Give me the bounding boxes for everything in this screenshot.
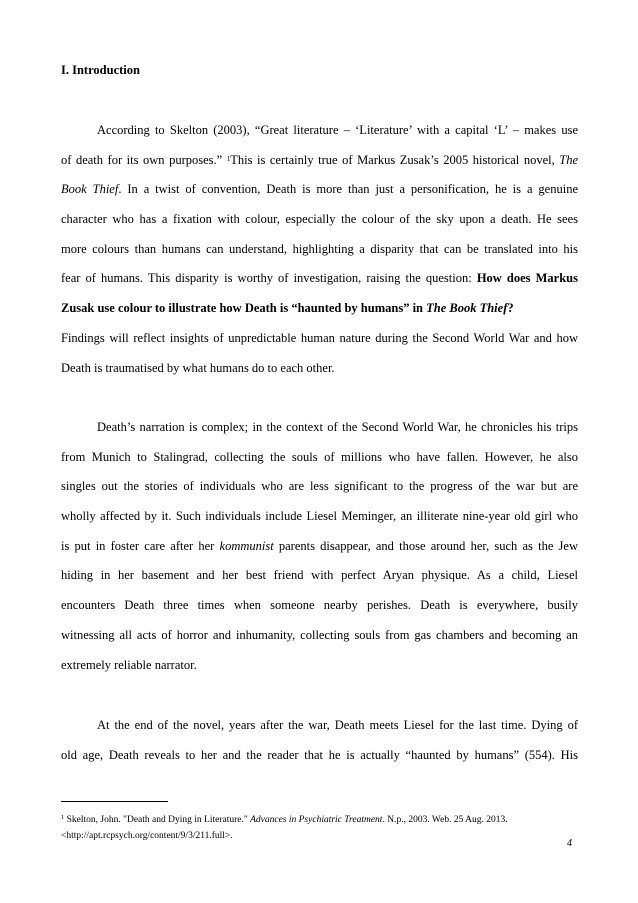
text-span: At the end of the novel, years after the war, Death meets Liesel for the last time. Dying of [97, 718, 578, 732]
text-line [61, 354, 578, 384]
research-question: ? [507, 301, 514, 316]
text-span: is put in foster care after her [61, 538, 220, 553]
text-span: parents disappear, and those around her, such as the Jew [273, 538, 578, 553]
journal-title: Advances in Psychiatric Treatment [250, 815, 383, 825]
text-span: from Munich to Stalingrad, collecting the souls of millions who have fallen. However, he also [61, 449, 578, 464]
text-span: old age, Death reveals to her and the reader that he is actually “haunted by humans” (554). His [61, 747, 578, 762]
text-span: Death’s narration is complex; in the context of the Second World War, he chronicles his trips [97, 420, 578, 434]
research-question: How does Markus [476, 271, 578, 286]
text-span: extremely reliable narrator. [61, 657, 197, 672]
text-span: fear of humans. This disparity is worthy of investigation, raising the question: [61, 271, 477, 286]
book-title: Book Thief [61, 182, 119, 197]
paragraph-ending [61, 711, 578, 770]
text-span: . N.p., 2003. Web. 25 Aug. 2013. [382, 815, 508, 825]
text-span: witnessing all acts of horror and inhumanity, collecting souls from gas chambers and becoming an [61, 627, 578, 642]
text-line [61, 532, 578, 562]
footnote-line [61, 812, 581, 828]
text-line [61, 443, 578, 473]
text-span: Findings will reflect insights of unpredictable human nature during the Second World War and how [61, 330, 578, 345]
text-span: wholly affected by it. Such individuals include Liesel Meminger, an illiterate nine-year old girl who [61, 509, 578, 524]
text-span: singles out the stories of individuals who are less significant to the progress of the war but are [61, 479, 578, 494]
text-line [61, 294, 578, 324]
text-line [61, 591, 578, 621]
text-span: This is certainly true of Markus Zusak’s 2005 historical novel, [230, 152, 560, 167]
text-line [61, 264, 578, 294]
footnote-marker[interactable]: 1 [226, 154, 231, 163]
research-question: Zusak use colour to illustrate how Death is “haunted by humans” in [61, 301, 427, 316]
paragraph-introduction [61, 116, 578, 383]
footnote [61, 812, 581, 844]
text-line [61, 205, 578, 235]
text-line [61, 235, 578, 265]
book-title: The [559, 152, 578, 167]
text-span: . In a twist of convention, Death is more than just a personification, he is a genuine [118, 182, 578, 197]
text-line [61, 621, 578, 651]
text-line [61, 651, 578, 681]
text-line [61, 472, 578, 502]
page-number: 4 [567, 838, 572, 849]
text-line [61, 116, 578, 146]
text-line [61, 413, 578, 443]
text-span: character who has a fixation with colour, especially the colour of the sky upon a death. He sees [61, 212, 578, 227]
section-heading: I. Introduction [61, 63, 140, 77]
text-span: more colours than humans can understand, highlighting a disparity that can be translated into his [61, 241, 578, 256]
text-line [61, 324, 578, 354]
text-span: hiding in her basement and her best friend with perfect Aryan physique. As a child, Liesel [61, 568, 578, 583]
paragraph-narration [61, 413, 578, 680]
text-span: According to Skelton (2003), “Great literature – ‘Literature’ with a capital ‘L’ – makes use [97, 123, 578, 137]
text-line [61, 561, 578, 591]
text-span: of death for its own purposes.” [61, 152, 227, 167]
text-span: Death is traumatised by what humans do to each other. [61, 360, 335, 375]
text-span: Skelton, John. "Death and Dying in Literature." [64, 815, 251, 825]
italic-term: kommunist [219, 538, 274, 553]
footnote-divider [61, 801, 168, 802]
text-span: encounters Death three times when someone nearby perishes. Death is everywhere, busily [61, 598, 578, 613]
text-line [61, 146, 578, 176]
text-line [61, 502, 578, 532]
footnote-number: 1 [61, 814, 65, 821]
text-line [61, 175, 578, 205]
text-line [61, 741, 578, 771]
book-title: The Book Thief [426, 301, 508, 316]
text-line [61, 711, 578, 741]
footnote-url[interactable]: <http://apt.rcpsych.org/content/9/3/211.full>. [61, 831, 233, 841]
